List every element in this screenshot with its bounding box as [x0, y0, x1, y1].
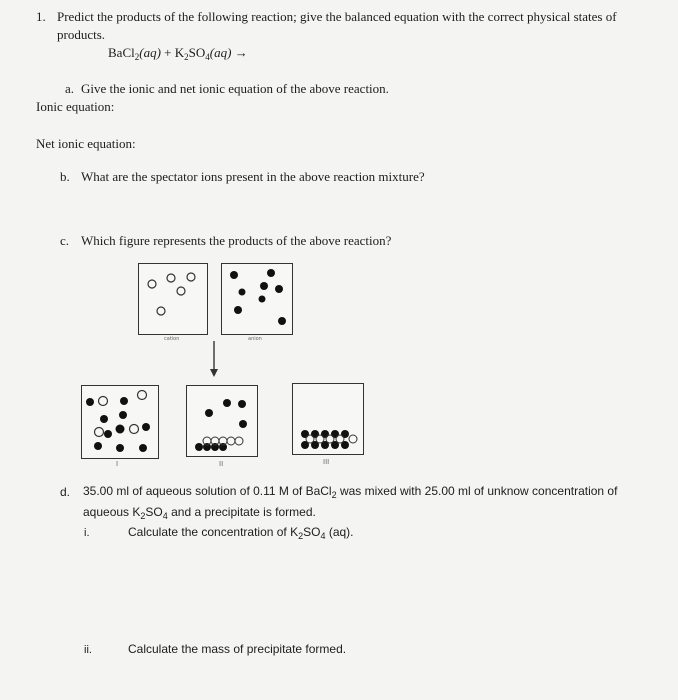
part-c-label: c. [60, 233, 70, 248]
subscript: 2 [331, 490, 337, 500]
anion-particles [222, 264, 292, 334]
cation-particle [148, 280, 156, 288]
cation-particle [326, 435, 334, 443]
anion-particle [195, 443, 203, 451]
anion-particle [260, 282, 268, 290]
part-d-text: 35.00 ml of aqueous solution of 0.11 M of BaCl [83, 484, 332, 498]
question-prompt-line1: Predict the products of the following reaction; give the balanced equation with the correct physical states of [57, 9, 617, 24]
anion-particle [275, 285, 283, 293]
part-d-label: d. [60, 485, 71, 499]
figure-3-label: III [323, 458, 330, 466]
anion-particle [116, 425, 125, 434]
figure-3-particles [293, 384, 363, 454]
anion-particle [100, 415, 108, 423]
part-d-text: was mixed with 25.00 ml of unknow concentration of [336, 484, 618, 498]
anion-particle [321, 430, 329, 438]
figure-3-box [292, 383, 364, 466]
question-prompt-line2: products. [57, 27, 106, 42]
part-d-text: aqueous K [83, 505, 141, 519]
anion-particle [223, 399, 231, 407]
anion-particle [301, 430, 309, 438]
figure-2-box [186, 385, 258, 468]
anion-particle [238, 400, 246, 408]
sub-i-text: Calculate the concentration of K [128, 525, 299, 539]
figure-1-box [81, 385, 159, 468]
part-d-line1 [83, 484, 617, 498]
sub-question-ii-text: Calculate the mass of precipitate formed. [128, 642, 347, 656]
anion-particle [331, 430, 339, 438]
anion-particle [94, 442, 102, 450]
figure-1-label: I [116, 460, 119, 468]
cation-particle [138, 391, 147, 400]
reaction-equation [108, 45, 248, 61]
part-c-prompt: Which figure represents the products of the above reaction? [81, 233, 392, 248]
state-aq: (aq) [139, 45, 161, 60]
question-number: 1. [36, 9, 46, 24]
cation-particle [227, 437, 235, 445]
anion-box [221, 263, 293, 342]
part-d-text: and a precipitate is formed. [167, 505, 316, 519]
anion-caption: anion [248, 336, 262, 342]
anion-particle [119, 411, 127, 419]
anion-particle [104, 430, 112, 438]
reactant-k: K [174, 45, 185, 60]
cation-particle [349, 435, 357, 443]
cation-particle [306, 435, 314, 443]
anion-particle [259, 296, 266, 303]
reactant-bacl2: BaCl [108, 45, 135, 60]
anion-particle [234, 306, 242, 314]
subscript: 4 [205, 52, 210, 62]
figure-2-label: II [219, 460, 224, 468]
subscript: 4 [162, 511, 168, 521]
arrow-icon: → [234, 45, 248, 60]
cation-particle [130, 425, 139, 434]
part-b-prompt: What are the spectator ions present in the above reaction mixture? [81, 169, 425, 184]
subscript: 2 [184, 52, 189, 62]
anion-particle [120, 397, 128, 405]
subscript: 4 [320, 531, 326, 541]
anion-particle [341, 430, 349, 438]
plus-sign: + [160, 45, 175, 60]
anion-particle [278, 317, 286, 325]
sub-question-i-label: i. [84, 527, 90, 539]
cation-particle [235, 437, 243, 445]
ionic-equation-label: Ionic equation: [36, 99, 115, 114]
figure-2-particles [187, 386, 257, 456]
anion-particle [139, 444, 147, 452]
reactant-so: SO [188, 45, 206, 60]
sub-question-i-text [128, 525, 354, 539]
sub-i-text: (aq). [325, 525, 354, 539]
anion-particle [311, 430, 319, 438]
net-ionic-equation-label: Net ionic equation: [36, 136, 136, 151]
cation-particle [336, 435, 344, 443]
anion-particle [239, 420, 247, 428]
anion-particle [267, 269, 275, 277]
cation-particles [139, 264, 207, 334]
figure-1-particles [82, 386, 158, 458]
cation-particle [316, 435, 324, 443]
part-b-label: b. [60, 169, 70, 184]
sub-i-text: SO [303, 525, 321, 539]
anion-particle [116, 444, 124, 452]
subscript: 2 [134, 52, 140, 62]
part-a-label: a. [65, 81, 75, 96]
sub-question-ii-label: ii. [84, 644, 92, 656]
cation-particle [167, 274, 175, 282]
anion-particle [230, 271, 238, 279]
part-a-prompt: Give the ionic and net ionic equation of the above reaction. [81, 81, 389, 96]
cation-particle [157, 307, 165, 315]
cation-caption: cation [164, 336, 180, 342]
anion-particle [142, 423, 150, 431]
subscript: 2 [298, 531, 304, 541]
cation-particle [99, 397, 108, 406]
part-d-text: SO [145, 505, 163, 519]
anion-particle [86, 398, 94, 406]
part-d-line2 [83, 505, 316, 519]
state-aq: (aq) [209, 45, 232, 60]
down-arrow-icon [206, 339, 222, 379]
anion-particle [205, 409, 213, 417]
anion-particle [239, 289, 246, 296]
cation-particle [177, 287, 185, 295]
cation-box [138, 263, 208, 342]
cation-particle [187, 273, 195, 281]
subscript: 2 [140, 511, 146, 521]
cation-particle [95, 428, 104, 437]
